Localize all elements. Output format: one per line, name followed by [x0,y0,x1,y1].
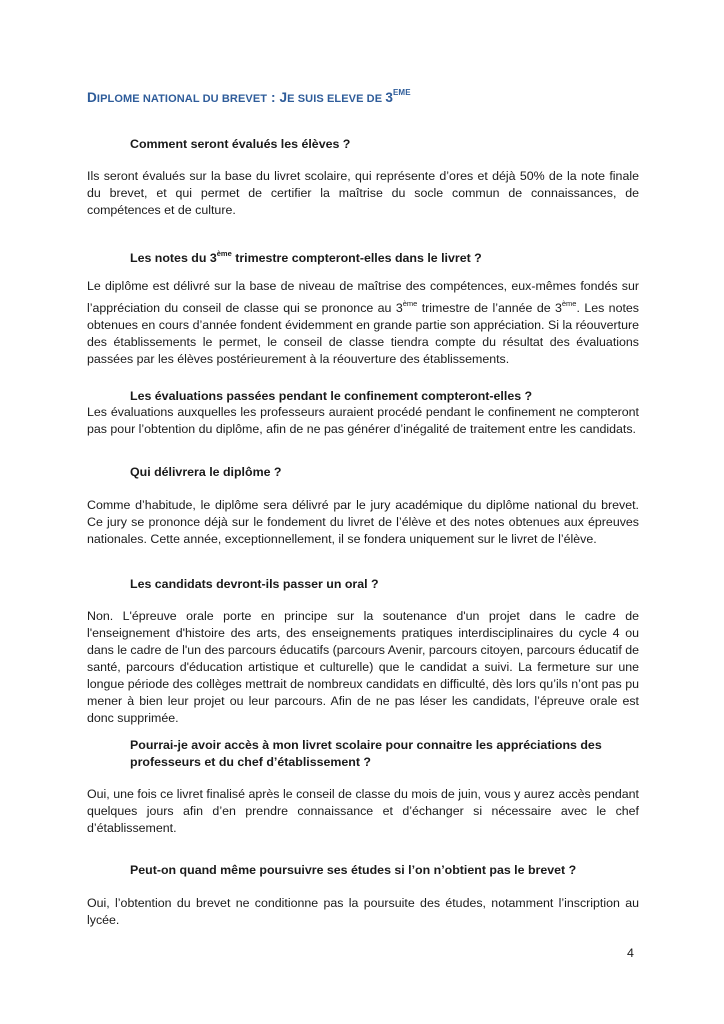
question-heading: Peut-on quand même poursuivre ses études si l’on n’obtient pas le brevet ? [130,863,577,877]
question-heading: Pourrai-je avoir accès à mon livret scolaire pour connaitre les appréciations des professeurs et du chef d’établissement ? [130,738,602,769]
question-heading: Les évaluations passées pendant le confinement compteront-elles ? [130,389,533,403]
answer-paragraph: Les évaluations auxquelles les professeurs auraient procédé pendant le confinement ne compteront pas pour l’obtention du diplôme, afin de ne pas générer d’inégalité de traitement entre les candidats. [87,405,639,436]
question-heading: Qui délivrera le diplôme ? [130,465,282,479]
page-number: 4 [627,946,634,960]
question-heading: Comment seront évalués les élèves ? [130,137,351,151]
answer-paragraph: Le diplôme est délivré sur la base de niveau de maîtrise des compétences, eux-mêmes fondés sur l’appréciation du conseil de classe qui se prononce au 3ème trimestre de l’année de 3ème. Les notes obtenues en cours d’année fondent évidemment en grande partie son appréciation. Si la réouverture des établissements le permet, le conseil de classe tiendra compte du résultat des évaluations passées par les élèves postérieurement à la réouverture des établissements. [87,279,639,366]
answer-paragraph: Non. L'épreuve orale porte en principe sur la soutenance d'un projet dans le cadre de l'enseignement d'histoire des arts, des enseignements pratiques interdisciplinaires du cycle 4 ou dans le cadre de l'un des parcours éducatifs (parcours Avenir, parcours citoyen, parcours éducatif de santé, parcours d'éducation artistique et culturelle) que le candidat a suivi. La fermeture sur une longue période des collèges mettrait de nombreux candidats en difficulté, dès lors qu’ils n’ont pas pu mener à bien leur projet ou leur parcours. Afin de ne pas léser les candidats, l’épreuve orale est donc supprimée. [87,609,639,725]
question-heading: Les candidats devront-ils passer un oral ? [130,577,379,591]
page-title: DIPLOME NATIONAL DU BREVET : JE SUIS ELEVE DE 3EME [87,88,411,105]
answer-paragraph: Comme d’habitude, le diplôme sera délivré par le jury académique du diplôme national du brevet. Ce jury se prononce déjà sur le fondement du livret de l’élève et des notes obtenues aux épreuves nationales. Cette année, exceptionnellement, il se fondera uniquement sur le livret de l’élève. [87,498,639,546]
answer-paragraph: Oui, une fois ce livret finalisé après le conseil de classe du mois de juin, vous y aurez accès pendant quelques jours afin d’en prendre connaissance et d’échanger si nécessaire avec le chef d’établissement. [87,787,639,835]
answer-paragraph: Ils seront évalués sur la base du livret scolaire, qui représente d’ores et déjà 50% de la note finale du brevet, et qui permet de certifier la maîtrise du socle commun de connaissances, de compétences et de culture. [87,169,639,217]
question-heading: Les notes du 3ème trimestre compteront-elles dans le livret ? [130,249,482,265]
answer-paragraph: Oui, l’obtention du brevet ne conditionne pas la poursuite des études, notamment l’inscription au lycée. [87,896,639,927]
